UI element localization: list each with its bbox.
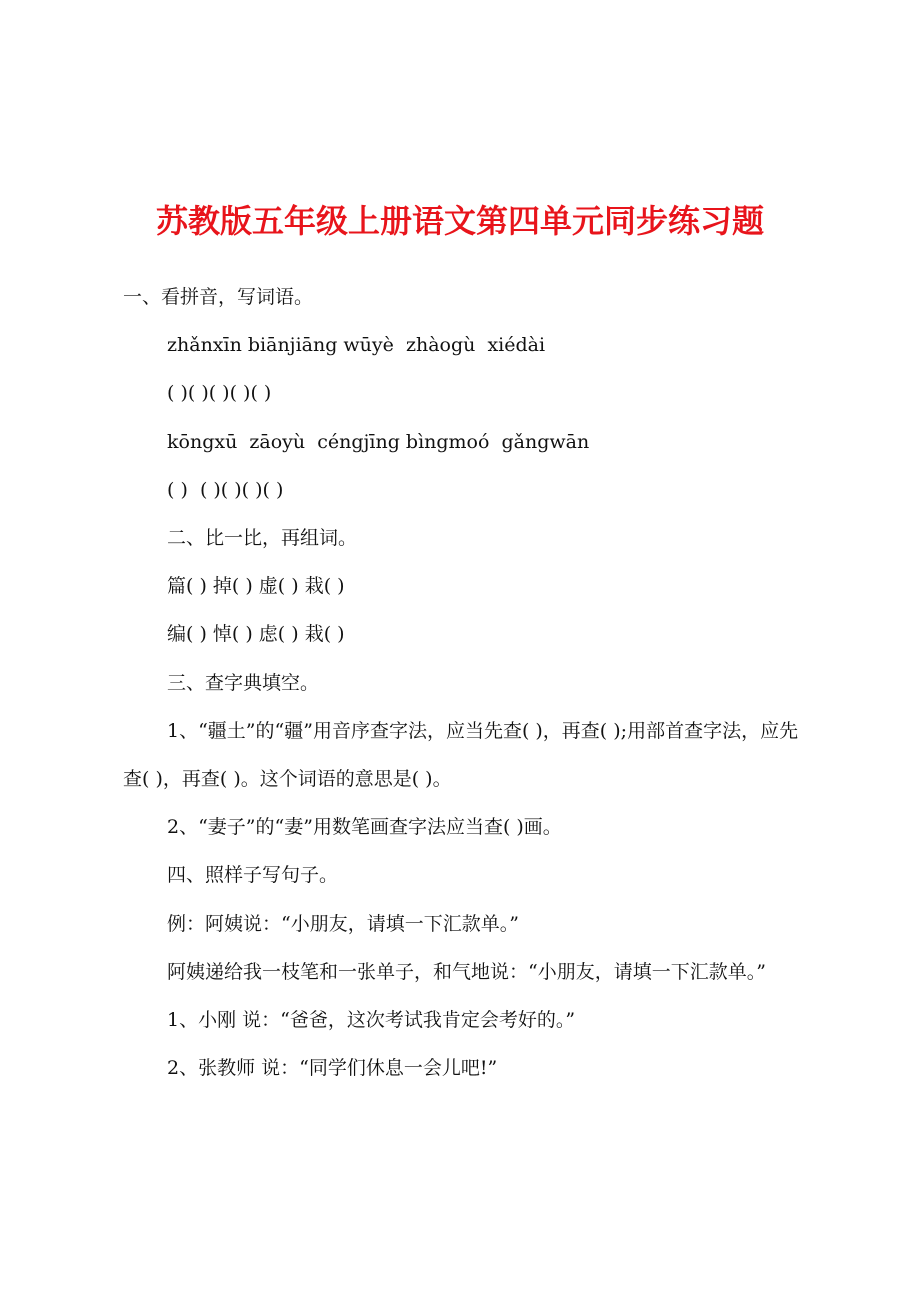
document-line: 2、“妻子”的“妻”用数笔画查字法应当查( )画。 (167, 816, 562, 839)
document-line: 1、“疆土”的“疆”用音序查字法，应当先查( )，再查( );用部首查字法，应先查( )，再查( )。这个词语的意思是( )。 (123, 719, 799, 791)
document-line: 三、查字典填空。 (167, 671, 320, 694)
document-line: 1、小刚 说：“爸爸，这次考试我肯定会考好的。” (167, 1009, 576, 1032)
document-line: kōngxū zāoyù céngjīng bìngmoó gǎngwān (167, 430, 590, 453)
document-line: ( )( )( )( )( ) (167, 382, 272, 405)
document-title: 苏教版五年级上册语文第四单元同步练习题 (155, 202, 764, 240)
document-line: zhǎnxīn biānjiāng wūyè zhàogù xiédài (167, 334, 546, 357)
document-line: 二、比一比，再组词。 (167, 527, 358, 550)
document-line: 2、张教师 说：“同学们休息一会儿吧!” (167, 1057, 498, 1080)
document-line: 例：阿姨说：“小朋友，请填一下汇款单。” (167, 912, 519, 935)
document-line: 编( ) 悼( ) 虑( ) 栽( ) (167, 623, 345, 646)
document-line: 一、看拼音，写词语。 (123, 286, 314, 308)
document-line: 阿姨递给我一枝笔和一张单子，和气地说：“小朋友，请填一下汇款单。” (167, 960, 766, 983)
document-body (123, 273, 813, 1092)
document-line: ( ) ( )( )( )( ) (167, 478, 284, 501)
document-line: 篇( ) 掉( ) 虚( ) 栽( ) (167, 575, 345, 598)
document-line: 四、照样子写句子。 (167, 864, 339, 887)
